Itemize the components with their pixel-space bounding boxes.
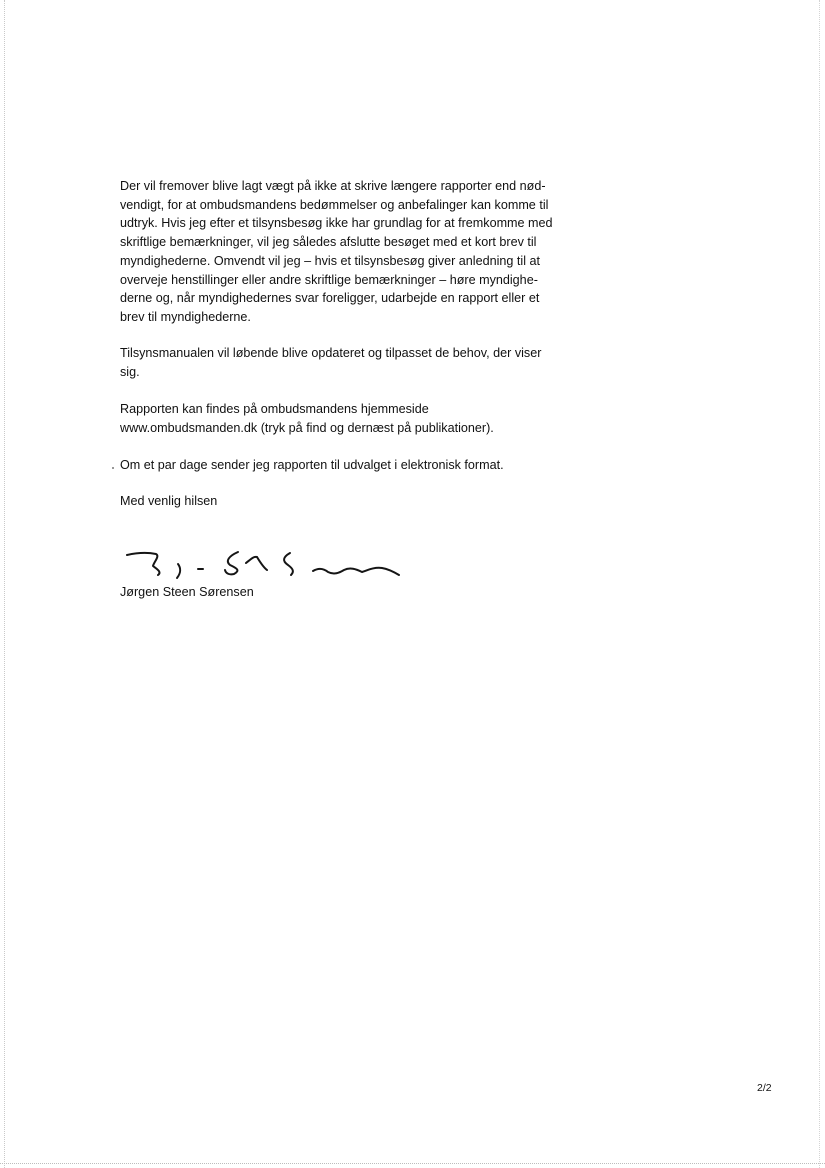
signer-name: Jørgen Steen Sørensen — [120, 585, 254, 599]
scan-edge-left — [4, 0, 6, 1168]
handwritten-signature — [120, 546, 410, 586]
closing-salutation: Med venlig hilsen — [120, 494, 218, 508]
body-paragraph-report-length: Der vil fremover blive lagt vægt på ikke at skrive længere rapporter end nød- vendigt, for at ombudsmandens bedømmelser og anbefalinger kan komme til udtryk. Hvis jeg efter et tilsynsbesøg ikke har grundlag for at fremkomme med skriftlige bemærkninger, vil jeg således afslutte besøget med et kort brev til myndighederne. Omvendt vil jeg – hvis et tilsynsbesøg giver anledning til at overveje henstillinger eller andre skriftlige bemærkninger – høre myndighe- derne og, når myndighedernes svar foreligger, udarbejde en rapport eller et brev til myndighederne. — [120, 179, 553, 324]
body-paragraph-electronic-format: Om et par dage sender jeg rapporten til udvalget i elektronisk format. — [120, 458, 504, 472]
scan-speck — [112, 467, 114, 469]
scan-edge-right — [819, 0, 821, 1168]
body-paragraph-manual-update: Tilsynsmanualen vil løbende blive opdateret og tilpasset de behov, der viser sig. — [120, 346, 542, 379]
body-paragraph-report-location: Rapporten kan findes på ombudsmandens hjemmeside www.ombudsmanden.dk (tryk på find og dernæst på publikationer). — [120, 402, 494, 435]
page-number: 2/2 — [757, 1082, 772, 1094]
scan-edge-bottom — [0, 1163, 825, 1165]
